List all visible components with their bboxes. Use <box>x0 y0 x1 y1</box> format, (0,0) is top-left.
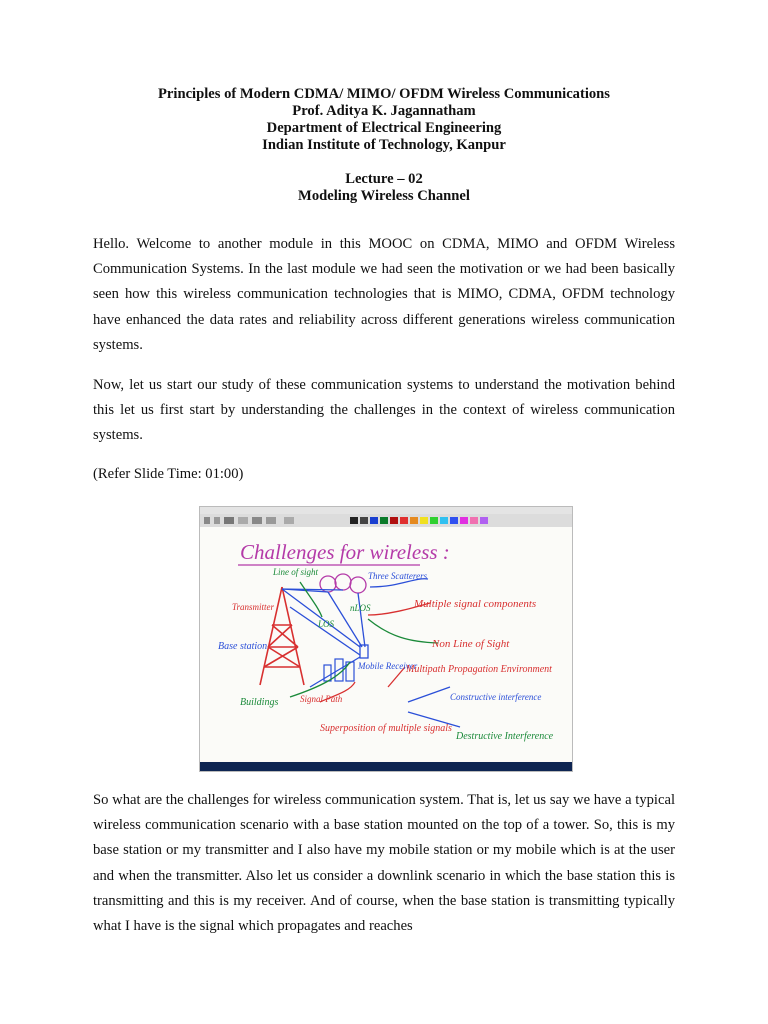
label-line-of-sight: Line of sight <box>273 567 319 577</box>
label-mobile-receiver: Mobile Receiver <box>358 661 418 671</box>
slide-drawing <box>200 507 572 771</box>
institute-name: Indian Institute of Technology, Kanpur <box>262 137 506 153</box>
label-constructive-interference: Constructive interference <box>450 692 542 702</box>
label-non-line-of-sight: Non Line of Sight <box>432 638 510 650</box>
label-base-station: Base station <box>218 641 268 652</box>
label-los: LOS <box>318 619 335 629</box>
label-transmitter: Transmitter <box>232 602 275 612</box>
slide-menubar <box>200 507 572 514</box>
label-signal-path: Signal Path <box>300 694 343 704</box>
refer-slide-time: (Refer Slide Time: 01:00) <box>93 466 244 482</box>
course-title: Principles of Modern CDMA/ MIMO/ OFDM Wireless Communications <box>158 86 610 102</box>
label-superposition: Superposition of multiple signals <box>320 723 452 734</box>
paragraph-challenges: So what are the challenges for wireless communication system. That is, let us say we have a typical wireless communication scenario with a base station mounted on the top of a tower. So, this is my base station or my transmitter and I also have my mobile station or my mobile which is at the user and when the transmitter. Also let us consider a downlink scenario in which the base station this is transmitting and this is my receiver. And of course, when the base station is transmitting typically what I have is the signal which propagates and reaches <box>93 792 675 935</box>
lecture-number: Lecture – 02 <box>345 171 423 187</box>
label-nlos: nLOS <box>350 603 371 613</box>
paragraph-study: Now, let us start our study of these communication systems to understand the motivation behind this let us first start by understanding the challenges in the context of wireless communication systems. <box>93 377 675 444</box>
paragraph-intro: Hello. Welcome to another module in this MOOC on CDMA, MIMO and OFDM Wireless Communication Systems. In the last module we had seen the motivation or we had been basically seen how this wireless communication technologies that is MIMO, CDMA, OFDM technology have enhanced the data rates and reliability across different generations wireless communication systems. <box>93 236 675 353</box>
lecture-heading <box>0 171 768 205</box>
slide-title: Challenges for wireless : <box>240 540 450 564</box>
lecture-slide-image <box>199 506 573 772</box>
label-destructive-interference: Destructive Interference <box>456 731 554 742</box>
label-multiple-signal-components: Multiple signal components <box>414 598 537 610</box>
department-name: Department of Electrical Engineering <box>266 120 502 136</box>
label-multipath-environment: Multipath Propagation Environment <box>406 664 552 675</box>
label-buildings: Buildings <box>240 697 279 708</box>
lecture-title: Modeling Wireless Channel <box>298 188 470 204</box>
mobile-receiver-shape <box>360 645 368 658</box>
document-header <box>0 86 768 154</box>
label-three-scatterers: Three Scatterers <box>368 571 428 581</box>
slide-taskbar <box>200 762 572 771</box>
professor-name: Prof. Aditya K. Jagannatham <box>292 103 476 119</box>
